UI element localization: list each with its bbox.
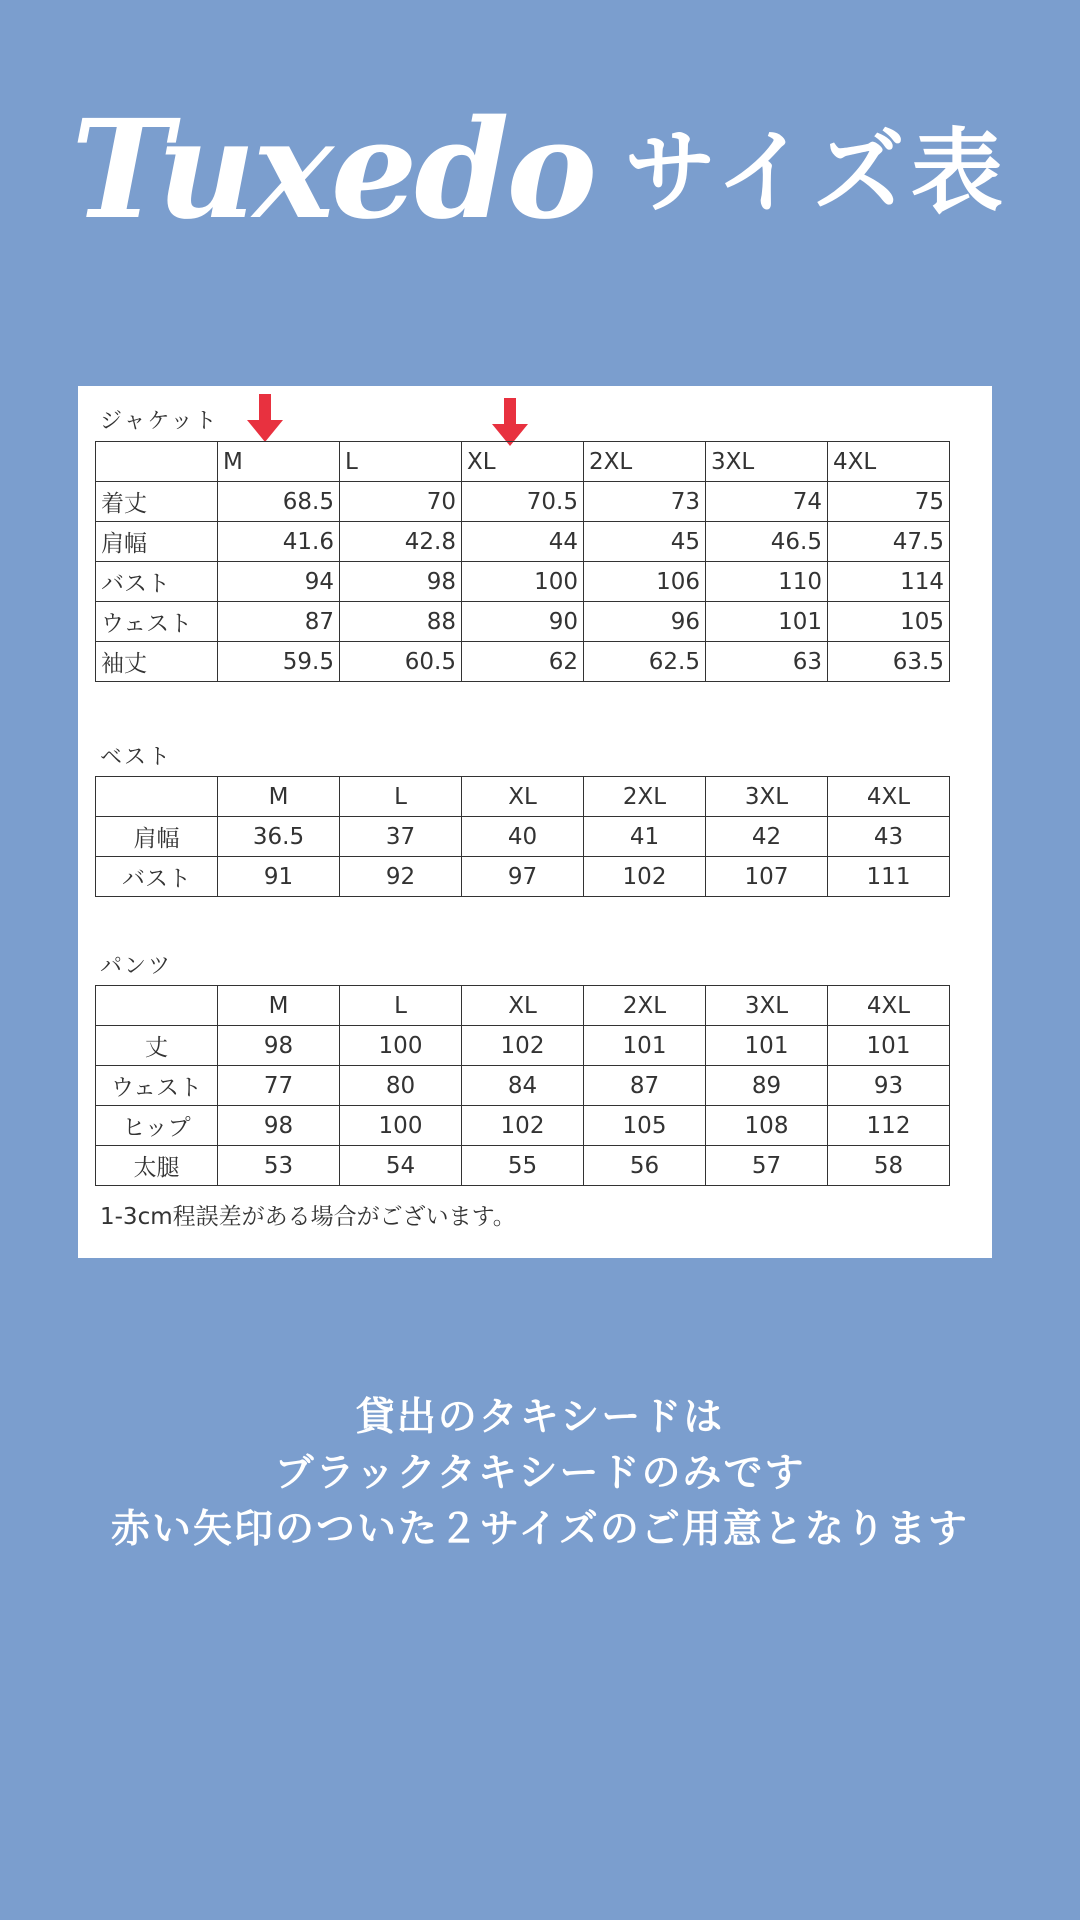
table-cell: 45 [584, 522, 706, 562]
table-cell: 46.5 [706, 522, 828, 562]
column-header: M [218, 777, 340, 817]
table-cell: 70 [340, 482, 462, 522]
table-row [96, 562, 950, 602]
row-label: バスト [96, 857, 218, 897]
table-cell: 53 [218, 1146, 340, 1186]
table-cell: 59.5 [218, 642, 340, 682]
table-cell: 75 [828, 482, 950, 522]
jacket-label: ジャケット [100, 409, 219, 434]
table-cell: 56 [584, 1146, 706, 1186]
table-cell: 112 [828, 1106, 950, 1146]
row-label: 着丈 [96, 482, 218, 522]
column-header: M [218, 986, 340, 1026]
table-cell: 93 [828, 1066, 950, 1106]
table-cell: 114 [828, 562, 950, 602]
table-cell: 96 [584, 602, 706, 642]
table-cell: 62 [462, 642, 584, 682]
table-cell: 100 [462, 562, 584, 602]
column-header: L [340, 777, 462, 817]
message-line: 赤い矢印のついた２サイズのご用意となります [111, 1507, 969, 1552]
table-cell: 105 [584, 1106, 706, 1146]
table-row [96, 602, 950, 642]
column-header: 3XL [706, 442, 828, 482]
column-header: 2XL [584, 986, 706, 1026]
table-row [96, 1066, 950, 1106]
jacket-size-table [95, 441, 950, 682]
table-row [96, 857, 950, 897]
table-cell: 98 [218, 1106, 340, 1146]
table-cell: 87 [584, 1066, 706, 1106]
table-cell: 77 [218, 1066, 340, 1106]
column-header: M [218, 442, 340, 482]
table-cell: 108 [706, 1106, 828, 1146]
column-header: XL [462, 442, 584, 482]
table-cell: 84 [462, 1066, 584, 1106]
table-cell: 101 [584, 1026, 706, 1066]
table-row [96, 522, 950, 562]
table-header-row [96, 986, 950, 1026]
column-header: L [340, 986, 462, 1026]
arrow-down-icon [245, 394, 285, 444]
corner-cell [96, 986, 218, 1026]
table-cell: 63 [706, 642, 828, 682]
table-cell: 44 [462, 522, 584, 562]
table-cell: 90 [462, 602, 584, 642]
table-cell: 70.5 [462, 482, 584, 522]
table-cell: 36.5 [218, 817, 340, 857]
table-cell: 101 [706, 1026, 828, 1066]
row-label: 丈 [96, 1026, 218, 1066]
title-brand: Tuxedo [71, 90, 595, 250]
table-cell: 74 [706, 482, 828, 522]
table-cell: 73 [584, 482, 706, 522]
table-cell: 111 [828, 857, 950, 897]
rental-message [0, 1390, 1080, 1558]
column-header: XL [462, 986, 584, 1026]
title-suffix: サイズ表 [624, 119, 1009, 226]
table-row [96, 642, 950, 682]
column-header: 4XL [828, 986, 950, 1026]
table-cell: 41.6 [218, 522, 340, 562]
pants-size-table [95, 985, 950, 1186]
table-cell: 101 [828, 1026, 950, 1066]
tolerance-note: 1-3cm程誤差がある場合がございます。 [100, 1204, 516, 1230]
table-header-row [96, 777, 950, 817]
vest-label: ベスト [100, 745, 173, 770]
table-cell: 57 [706, 1146, 828, 1186]
table-cell: 63.5 [828, 642, 950, 682]
row-label: 肩幅 [96, 522, 218, 562]
table-header-row [96, 442, 950, 482]
table-cell: 68.5 [218, 482, 340, 522]
size-chart-card [78, 386, 992, 1258]
pants-label: パンツ [100, 954, 173, 979]
row-label: 袖丈 [96, 642, 218, 682]
table-cell: 102 [462, 1106, 584, 1146]
table-cell: 92 [340, 857, 462, 897]
column-header: 2XL [584, 777, 706, 817]
table-cell: 55 [462, 1146, 584, 1186]
row-label: ウェスト [96, 602, 218, 642]
table-row [96, 482, 950, 522]
message-line: 貸出のタキシードは [355, 1395, 725, 1440]
row-label: ウェスト [96, 1066, 218, 1106]
table-cell: 43 [828, 817, 950, 857]
table-cell: 58 [828, 1146, 950, 1186]
table-cell: 110 [706, 562, 828, 602]
table-cell: 87 [218, 602, 340, 642]
table-row [96, 1026, 950, 1066]
table-cell: 105 [828, 602, 950, 642]
table-cell: 102 [584, 857, 706, 897]
row-label: 肩幅 [96, 817, 218, 857]
table-cell: 40 [462, 817, 584, 857]
column-header: L [340, 442, 462, 482]
column-header: 2XL [584, 442, 706, 482]
table-cell: 41 [584, 817, 706, 857]
table-cell: 89 [706, 1066, 828, 1106]
table-cell: 98 [218, 1026, 340, 1066]
table-cell: 47.5 [828, 522, 950, 562]
table-cell: 101 [706, 602, 828, 642]
table-cell: 100 [340, 1106, 462, 1146]
table-cell: 97 [462, 857, 584, 897]
table-cell: 42.8 [340, 522, 462, 562]
vest-size-table [95, 776, 950, 897]
table-row [96, 817, 950, 857]
table-cell: 62.5 [584, 642, 706, 682]
row-label: バスト [96, 562, 218, 602]
column-header: 4XL [828, 777, 950, 817]
table-cell: 106 [584, 562, 706, 602]
table-row [96, 1106, 950, 1146]
table-cell: 98 [340, 562, 462, 602]
table-cell: 107 [706, 857, 828, 897]
row-label: 太腿 [96, 1146, 218, 1186]
table-cell: 88 [340, 602, 462, 642]
table-row [96, 1146, 950, 1186]
table-cell: 91 [218, 857, 340, 897]
table-cell: 100 [340, 1026, 462, 1066]
table-cell: 60.5 [340, 642, 462, 682]
page-title [0, 90, 1080, 250]
message-line: ブラックタキシードのみです [274, 1451, 806, 1496]
corner-cell [96, 442, 218, 482]
row-label: ヒップ [96, 1106, 218, 1146]
column-header: 4XL [828, 442, 950, 482]
column-header: 3XL [706, 777, 828, 817]
column-header: 3XL [706, 986, 828, 1026]
table-cell: 102 [462, 1026, 584, 1066]
table-cell: 37 [340, 817, 462, 857]
column-header: XL [462, 777, 584, 817]
table-cell: 42 [706, 817, 828, 857]
table-cell: 80 [340, 1066, 462, 1106]
table-cell: 54 [340, 1146, 462, 1186]
corner-cell [96, 777, 218, 817]
table-cell: 94 [218, 562, 340, 602]
